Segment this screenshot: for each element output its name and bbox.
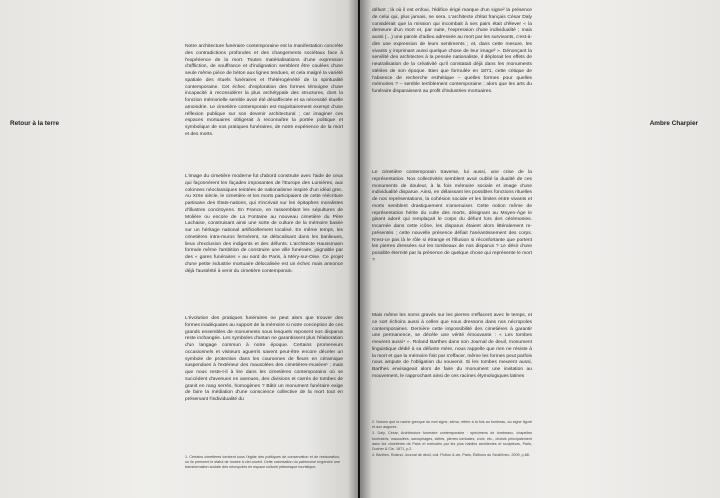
- left-page: [0, 0, 358, 498]
- left-paragraph-1: [185, 44, 343, 139]
- right-paragraph-1-text: défunt ; là où il est enfoui, l'édifice érigé marque d'un signe² la présence de celui qui, plus jamais, ne sera. L'architecte d'état français César Daly considérait que la mission qui incombait à ses pairs était d'élever « la demeure d'un mort et, par suite, l'expression d'une individualité ; mais aussi (…) une parole d'adieu adressée au mort par les survivants, c'est-à-dire une expression de leurs sentiments ; et, dans cette mesure, les vivants y imprimant aussi quelque chose de leur image³ ». Dénonçant la servilité des architectes à la pensée nationaliste, il déplorait les effets de neutralisation de la créativité qu'il constatait déjà dans les monuments stériles de son époque. Bien que formulée en 1871, cette critique de l'absence de recherche esthétique – quelles formes pour quelles mémoires ? – semble terriblement contemporaine ; alors que les arts du funéraire disparaissent au profit d'industries mortuaires.: [372, 8, 532, 94]
- right-paragraph-1: [372, 8, 532, 96]
- book-gutter: [348, 0, 372, 498]
- right-paragraph-2-text: Le cimetière contemporain traverse, lui aussi, une crise de la représentation. Nos collectivités semblent avoir oublié la dualité de ces monuments de douleur, à la fois mémoire sociale et image d'une individualité disparue. Ainsi, en délaissant les possibles fonctions rituelles de nos représentations, la cohésion sociale et les limites entre vivants et morts semblent drastiquement s'amenuiser. Cette notion même de représentation hérite du culte des morts, désignant au Moyen-Âge le gisant adoré qui remplaçait le corps du défunt lors des cérémonies. Incarnée dans cette icône, les disparus étaient alors littéralement re-présentés ; cette nouvelle présence défiait l'anéantissement des corps. N'est-ce pas là le rôle si étrange et l'illusion si réconfortante que portent les pierres dressées sur les tombeaux de nos disparus ? Le désir d'une possible éternité par la présence de quelque chose qui représente le mort ?: [372, 170, 532, 263]
- running-head-left: Retour à la terre: [10, 120, 60, 127]
- footnote-3: 3. Daly, César, Architecture funéraire contemporaine : spécimens de tombeaux, chapelles funéraires, mausolées, sarcophages, stèles, pierres tombales, croix, etc., choisis principalement dans les cimetières de Paris et exécutés par les plus habiles architectes et sculpteurs, Paris, Ducher & Cie, 1871, p.2.: [372, 431, 532, 452]
- left-paragraph-3: [185, 316, 343, 404]
- right-page: [360, 0, 720, 498]
- footnote-1: 1. Certains cimetières tombent sous l'égide des politiques de conservation et de restauration, où ils prennent le statut de musée à ciel ouvert. Cette valorisation du patrimoine engendre une transformation sociale des nécropoles en espace culturel pittoresque touristique.: [185, 455, 340, 470]
- right-paragraph-2: [372, 170, 532, 265]
- footnote-2: 2. Notons que la racine grecque du mot signe, sêma, réfère à la fois au tombeau, au signe figuré et aux augures.: [372, 420, 532, 430]
- right-paragraph-3-text: Mais même les noms gravés sur les pierres s'effacent avec le temps, et ce sort échoira aussi à celles que nous dressons dans nos nécropoles contemporaines. Dernière cette impossibilité des cimetières à garantir une permanence, se décèle une vérité émouvante : « Les tombes meurent aussi⁴ ». Roland Barthes dans son Journal de deuil, monument linguistique dédié à sa défunte mère, nous rappelle que rien ne résiste à la mort et que la mémoire finit par s'effacer, même les formes peut parfois nous ampute de l'obligation du souvenir. Si les tombes meurent aussi, Barthes envisageait alors de faire du monument une invitation au mouvement, le rapprochant ainsi de ces racines étymologiques latines: [372, 313, 532, 379]
- left-paragraph-2-text: L'image du cimetière moderne fut d'abord construite avec l'aide de ceux qui façonnèrent les façades imposantes de l'Europe des Lumières, aux colonnes néoclassiques teintées de nationalisme inspiré d'un idéal grec. Au XIXe siècle, le cimetière et les morts participaient de cette réécriture partisane des États-nations, qui s'incrivait sur les épitaphes moralistes d'illustres concitoyens. En France, en rassemblant les sépultures de Molière ou encore de La Fontaine au nouveau cimetière du Père Lachaise, construisant ainsi une sorte de culture de la mémoire basée sur un héritage national artificiellement localisé. En même temps, les cimetières intra-muros fermèrent, se délocalisant dans les banlieues, lieux d'exclusion des indigents et des défunts. L'architecte Haussmann formule même l'ambition de construire une ville funéraire, joignable par des « gares funéraires » au nord de Paris, à Méry-sur-Oise. Ce projet d'une petite industrie mortuaire délocalisée est un échec mais annonce déjà l'austérité à venir du cimetière contemporain.: [185, 174, 343, 274]
- left-paragraph-1-text: Notre architecture funéraire contemporaine est la manifestation concrète des contradictions profondes et des changements sociétaux face à l'expérience de la mort. Toutes matérialisations d'une expression d'affliction, de souffrance et d'indignation semblent être coulées d'une seule même pièce de béton aux lignes tendues, et cela malgré la variété spatiale des rituels funéraires et l'hétérogénéité de la spiritualité contemporaine. Cet échec d'exploration des formes témoigne d'une incapacité à reconsidérer la plus archétypale des structures, dont la fonction mémorielle semble avoir été désaffectée et sa nécessité rituelle amoindrie. Le cimetière contemporain est majoritairement exempt d'une réflexion publique sur son devenir architectural ; car imaginer ces espaces mortuaires obligerait à reconnaître la portée politique et symbolique de nos pratiques funéraires, de notre expérience de la mort et des morts.: [185, 44, 343, 137]
- left-footnotes: [185, 455, 340, 472]
- running-head-right: Ambre Charpier: [649, 120, 698, 127]
- right-footnotes: [372, 420, 532, 459]
- left-paragraph-3-text: L'évolution des pratiques funéraires ne peut alors que trouver des formes inadéquates au support de la mémoire si notre conception de ces grands ensembles de monuments sous lesquels reposent nos disparus reste inchangée. Les symboles d'antan ne garantissent plus l'élaboration d'un langage commun à notre époque. Certains promeneurs occasionnels et visiteurs aguerris savent peut-être encore déceler un symbole de protection dans les couronnes de fleurs en céramique suspendues à l'extérieur des mausolées des cimetières-musées¹ ; mais que nous reste-t-il à lire dans les cimetières contemporains où se succèdent d'avenues en avenues, des divisions et carrés de tombes de granit en rang serrés, homogènes ? Bâtir un monument funéraire exige de faire la médiation d'une conscience collective de la mort tout en préservant l'individualité du: [185, 316, 343, 402]
- left-paragraph-2: [185, 174, 343, 275]
- right-paragraph-3: [372, 313, 532, 381]
- footnote-4: 4. Barthes, Roland, Journal de deuil, coll. Fiction & cie, Paris, Éditions du Seuil/Imec, 2009, p.88.: [372, 453, 530, 458]
